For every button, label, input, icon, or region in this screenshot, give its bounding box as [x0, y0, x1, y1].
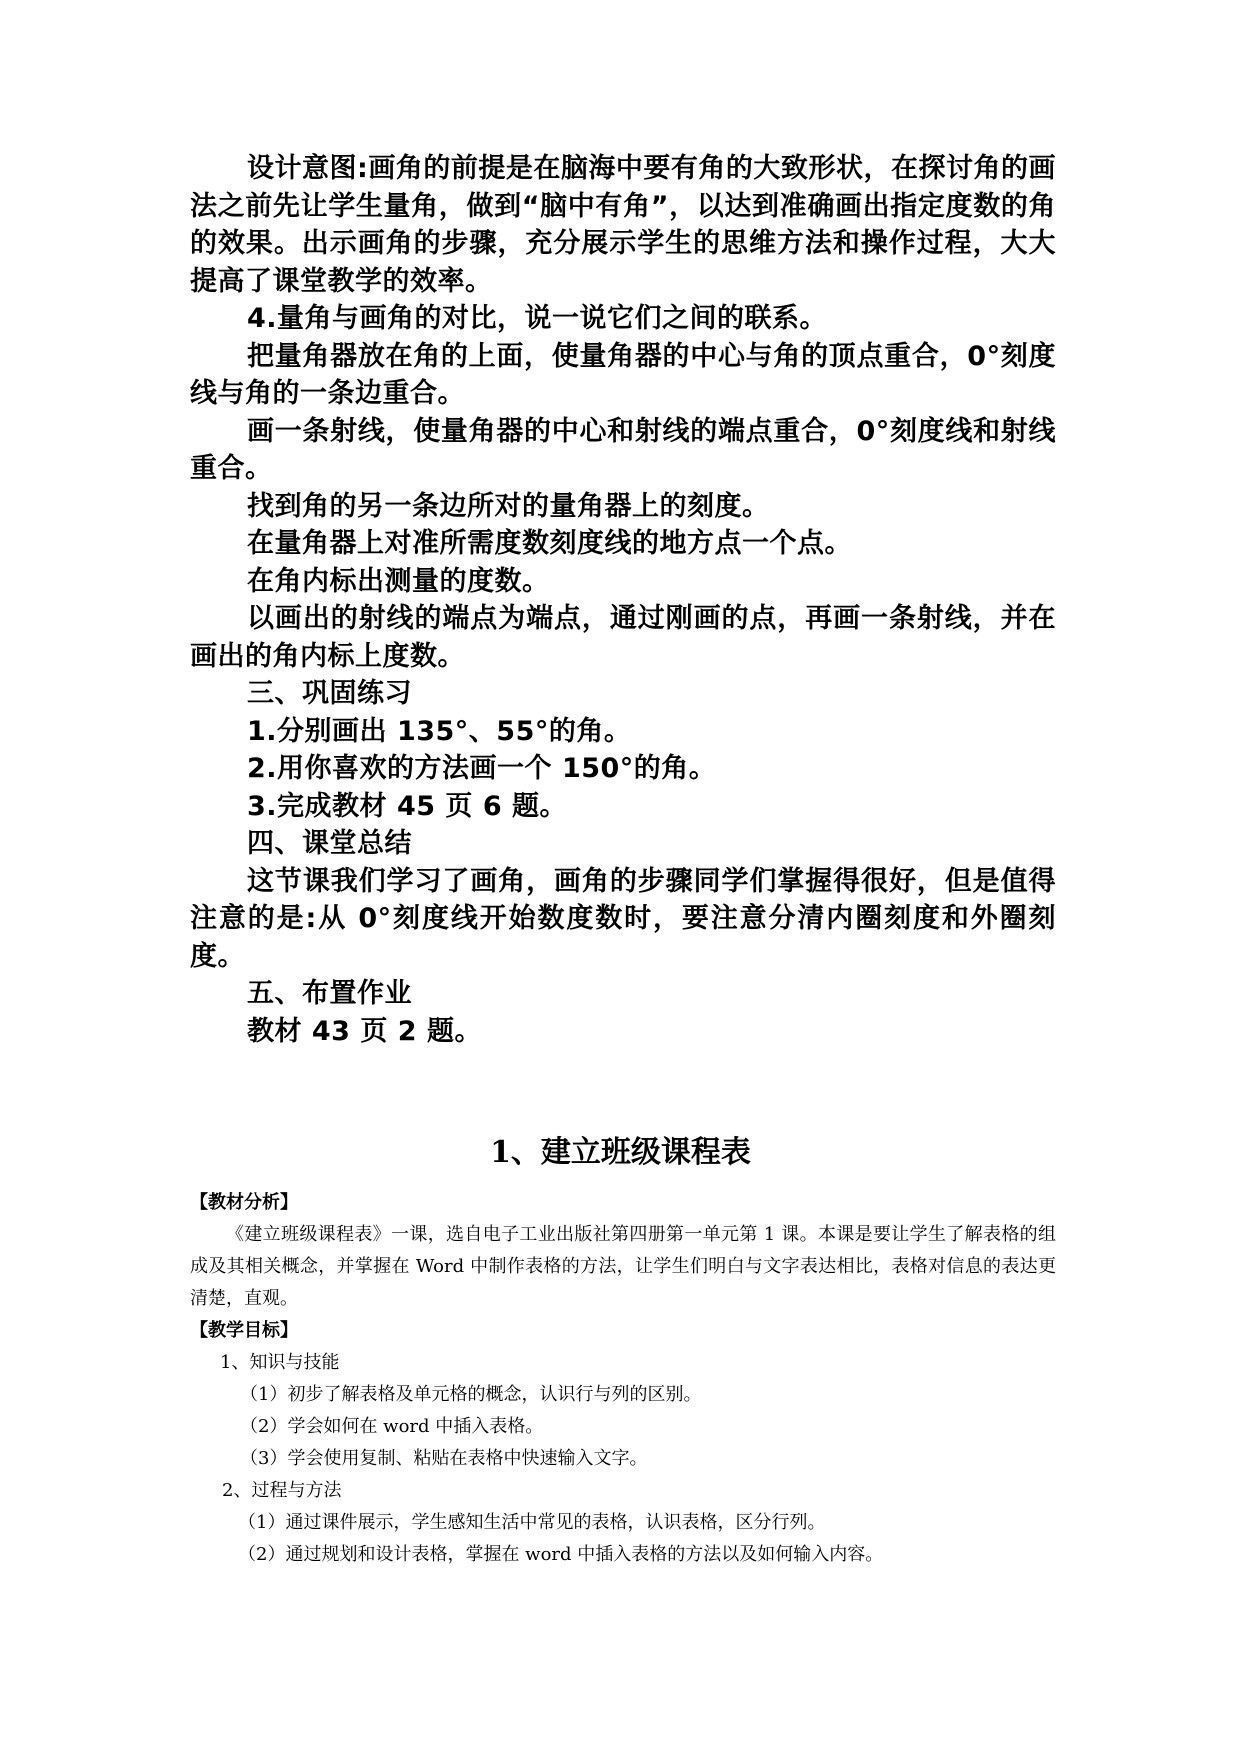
exercise-item: 1.分别画出 135°、55°的角。 — [247, 715, 632, 747]
paragraph: 画一条射线，使量角器的中心和射线的端点重合，0°刻度线和射线重合。 — [190, 415, 1056, 484]
homework-paragraph: 教材 43 页 2 题。 — [247, 1015, 482, 1047]
paragraph: 在量角器上对准所需度数刻度线的地方点一个点。 — [247, 528, 852, 559]
goal-category: 1、知识与技能 — [220, 1352, 340, 1373]
step-heading: 4.量角与画角的对比，说一说它们之间的联系。 — [247, 303, 828, 334]
exercise-item: 3.完成教材 45 页 6 题。 — [247, 790, 568, 822]
lesson-plan-section — [190, 1187, 1056, 1571]
goal-item: （2）通过规划和设计表格，掌握在 word 中插入表格的方法以及如何输入内容。 — [238, 1544, 884, 1565]
goal-item: （1）初步了解表格及单元格的概念，认识行与列的区别。 — [240, 1384, 702, 1405]
section-heading: 四、课堂总结 — [247, 828, 412, 859]
paragraph: 找到角的另一条边所对的量角器上的刻度。 — [247, 490, 770, 522]
goal-item: （1）通过课件展示，学生感知生活中常见的表格，认识表格，区分行列。 — [238, 1512, 826, 1533]
design-intent-paragraph: 设计意图:画角的前提是在脑海中要有角的大致形状，在探讨角的画法之前先让学生量角，做到“脑中有角”，以达到准确画出指定度数的角的效果。出示画角的步骤，充分展示学生的思维方法和操作过程，大大提高了课堂教学的效率。 — [190, 153, 1056, 297]
analysis-heading: 【教材分析】 — [190, 1192, 298, 1213]
section-heading: 三、巩固练习 — [247, 678, 412, 709]
paragraph: 把量角器放在角的上面，使量角器的中心与角的顶点重合，0°刻度线与角的一条边重合。 — [190, 340, 1056, 409]
paragraph: 在角内标出测量的度数。 — [247, 565, 550, 597]
goal-item: （3）学会使用复制、粘贴在表格中快速输入文字。 — [240, 1448, 648, 1469]
goals-heading: 【教学目标】 — [190, 1320, 298, 1341]
exercise-item: 2.用你喜欢的方法画一个 150°的角。 — [247, 753, 717, 784]
goal-category: 2、过程与方法 — [222, 1480, 342, 1501]
paragraph: 以画出的射线的端点为端点，通过刚画的点，再画一条射线，并在画出的角内标上度数。 — [190, 603, 1056, 672]
lesson-continuation — [190, 150, 1056, 1050]
goal-item: （2）学会如何在 word 中插入表格。 — [240, 1416, 544, 1437]
lesson-title: 1、建立班级课程表 — [490, 1135, 751, 1170]
analysis-paragraph: 《建立班级课程表》一课，选自电子工业出版社第四册第一单元第 1 课。本课是要让学生了解表格的组成及其相关概念，并掌握在 Word 中制作表格的方法，让学生们明白与文字表达相比，表格对信息的表达更清楚，直观。 — [190, 1224, 1056, 1309]
summary-paragraph: 这节课我们学习了画角，画角的步骤同学们掌握得很好，但是值得注意的是:从 0°刻度线开始数度数时，要注意分清内圈刻度和外圈刻度。 — [190, 865, 1056, 972]
section-heading: 五、布置作业 — [247, 978, 412, 1009]
